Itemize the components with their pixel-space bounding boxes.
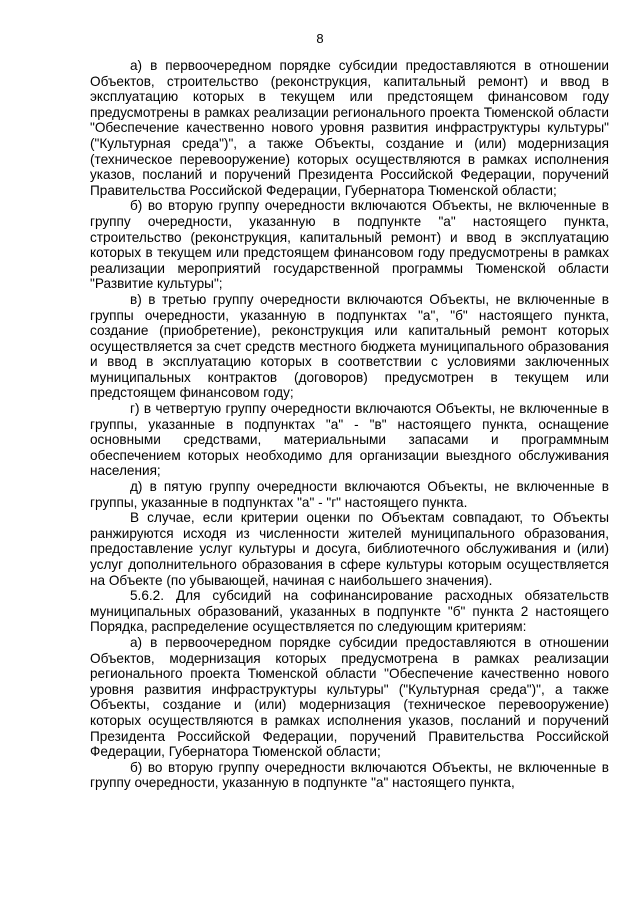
paragraph-5-6-2-b: б) во вторую группу очередности включаются Объекты, не включенные в группу очередности, указанную в подпункте "а" настоящего пункта, [90,759,609,791]
page-number: 8 [316,31,324,46]
paragraph-5-6-1-d: д) в пятую группу очередности включаются Объекты, не включенные в группы, указанные в подпунктах "а" - "г" настоящего пункта. [90,479,609,510]
paragraph-tie-rule: В случае, если критерии оценки по Объектам совпадают, то Объекты ранжируются исходя из численности жителей муниципального образования, предоставление услуг культуры и досуга, библиотечного обслуживания и (или) услуг дополнительного образования в сфере культуры которым осуществляется на Объекте (по убывающей, начиная с наибольшего значения). [90,510,609,588]
document-body [90,58,609,791]
paragraph-5-6-2-a: а) в первоочередном порядке субсидии предоставляются в отношении Объектов, модернизация которых предусмотрена в рамках реализации регионального проекта Тюменской области "Обеспечение качественно нового уровня развития инфраструктуры культуры" ("Культурная среда")", а также Объекты, создание и (или) модернизация (техническое перевооружение) которых осуществляются в рамках исполнения указов, посланий и поручений Президента Российской Федерации, поручений Правительства Российской Федерации, Губернатора Тюменской области; [90,634,609,760]
paragraph-5-6-2: 5.6.2. Для субсидий на софинансирование расходных обязательств муниципальных образований, указанных в подпункте "б" пункта 2 настоящего Порядка, распределение осуществляется по следующим критериям: [90,588,609,635]
paragraph-5-6-1-a: а) в первоочередном порядке субсидии предоставляются в отношении Объектов, строительство (реконструкция, капитальный ремонт) и ввод в эксплуатацию которых в текущем или предстоящем финансовом году предусмотрены в рамках реализации регионального проекта Тюменской области "Обеспечение качественно нового уровня развития инфраструктуры культуры" ("Культурная среда")", а также Объекты, создание и (или) модернизация (техническое перевооружение) которых осуществляются в рамках исполнения указов, посланий и поручений Президента Российской Федерации, поручений Правительства Российской Федерации, Губернатора Тюменской области; [90,58,609,198]
paragraph-5-6-1-v: в) в третью группу очередности включаются Объекты, не включенные в группы очередности, указанную в подпунктах "а", "б" настоящего пункта, создание (приобретение), реконструкция или капитальный ремонт которых осуществляется за счет средств местного бюджета муниципального образования и ввод в эксплуатацию которых в соответствии с условиями заключенных муниципальных контрактов (договоров) предусмотрен в текущем или предстоящем финансовом году; [90,291,609,401]
paragraph-5-6-1-g: г) в четвертую группу очередности включаются Объекты, не включенные в группы, указанные в подпунктах "а" - "в" настоящего пункта, оснащение основными средствами, материальными запасами и программным обеспечением которых необходимо для организации выездного обслуживания населения; [90,401,609,479]
paragraph-5-6-1-b: б) во вторую группу очередности включаются Объекты, не включенные в группу очередности, указанную в подпункте "а" настоящего пункта, строительство (реконструкция, капитальный ремонт) и ввод в эксплуатацию которых в текущем или предстоящем финансовом году предусмотрены в рамках реализации мероприятий государственной программы Тюменской области "Развитие культуры"; [90,198,609,292]
